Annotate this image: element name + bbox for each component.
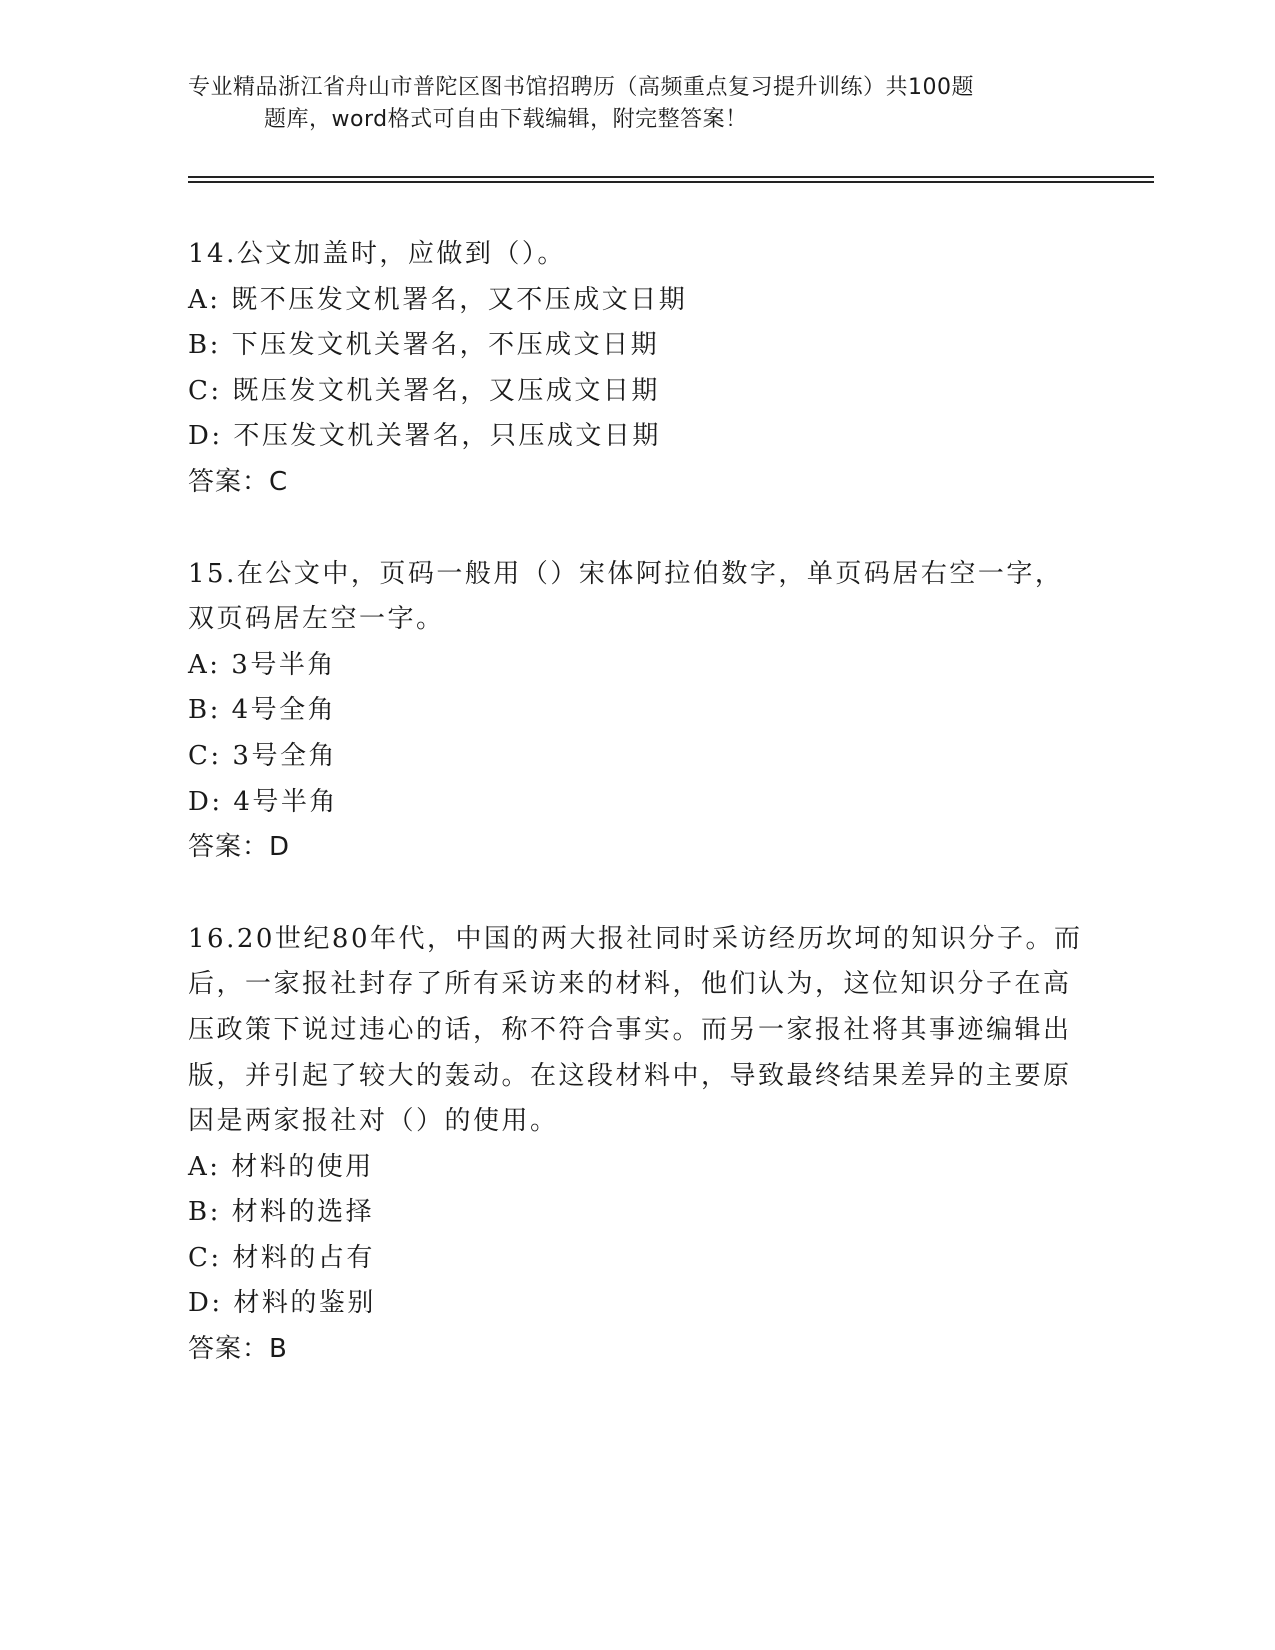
question-14: [188, 232, 1088, 506]
question-list: [188, 232, 1088, 1419]
option-c: C: 3号全角: [188, 740, 337, 771]
option-a: A: 材料的使用: [188, 1151, 374, 1182]
option-b: B: 下压发文机关署名，不压成文日期: [188, 330, 660, 361]
header-title-line2: 题库，word格式可自由下载编辑，附完整答案！: [264, 107, 748, 132]
option-d: D: 材料的鉴别: [188, 1288, 376, 1319]
answer-line: 答案：B: [188, 1334, 288, 1365]
option-d: D: 4号半角: [188, 786, 338, 817]
document-header: [188, 72, 1088, 136]
option-c: C: 材料的占有: [188, 1242, 375, 1273]
question-text: 16.20世纪80年代，中国的两大报社同时采访经历坎坷的知识分子。而后，一家报社封存了所有采访来的材料，他们认为，这位知识分子在高压政策下说过违心的话，称不符合事实。而另一家报社将其事迹编辑出版，并引起了较大的轰动。在这段材料中，导致最终结果差异的主要原因是两家报社对（）的使用。: [188, 923, 1083, 1137]
question-text: 15.在公文中，页码一般用（）宋体阿拉伯数字，单页码居右空一字，双页码居左空一字。: [188, 558, 1064, 635]
question-text: 14.公文加盖时，应做到（）。: [188, 239, 566, 269]
header-divider-bottom: [188, 181, 1154, 183]
option-d: D: 不压发文机关署名，只压成文日期: [188, 421, 661, 452]
answer-line: 答案：D: [188, 832, 291, 863]
option-b: B: 4号全角: [188, 695, 337, 726]
question-15: [188, 552, 1088, 871]
option-a: A: 既不压发文机署名，又不压成文日期: [188, 284, 688, 315]
option-a: A: 3号半角: [188, 649, 336, 680]
answer-line: 答案：C: [188, 466, 289, 497]
option-b: B: 材料的选择: [188, 1197, 375, 1228]
question-16: [188, 917, 1088, 1373]
header-divider-top: [188, 176, 1154, 178]
option-c: C: 既压发文机关署名，又压成文日期: [188, 375, 660, 406]
header-title-line1: 专业精品浙江省舟山市普陀区图书馆招聘历（高频重点复习提升训练）共100题: [188, 75, 974, 100]
